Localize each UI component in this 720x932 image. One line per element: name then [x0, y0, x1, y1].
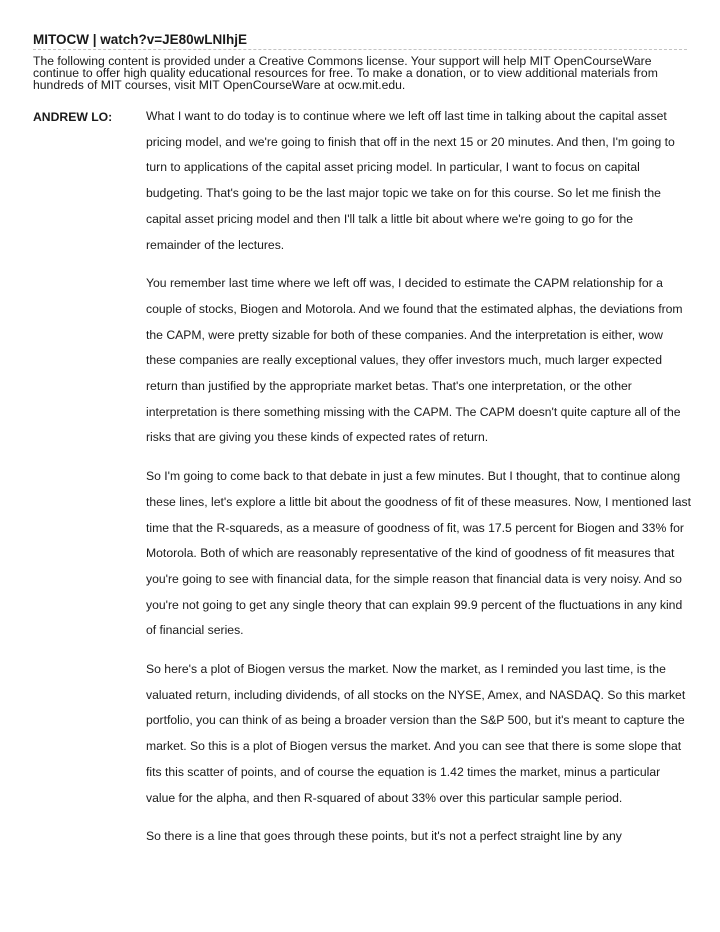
- transcript-paragraph: So I'm going to come back to that debate in just a few minutes. But I thought, that to continue along these lines, let's explore a little bit about the goodness of fit of these measures. Now, I mentioned last time that the R-squareds, as a measure of goodness of fit, was 17.5 percent for Biogen and 33% for Motorola. Both of which are reasonably representative of the kind of goodness of fit measures that you're going to see with financial data, for the simple reason that financial data is very noisy. And so you're not going to get any single theory that can explain 99.9 percent of the fluctuations in any kind of financial series.: [146, 469, 691, 638]
- transcript-paragraph: What I want to do today is to continue where we left off last time in talking about the capital asset pricing model, and we're going to finish that off in the next 15 or 20 minutes. And then, I'm going to turn to applications of the capital asset pricing model. In particular, I want to focus on capital budgeting. That's going to be the last major topic we take on for this course. So let me finish the capital asset pricing model and then I'll talk a little bit about where we're going to go for the remainder of the lectures.: [146, 109, 675, 252]
- license-notice: The following content is provided under a Creative Commons license. Your support will help MIT OpenCourseWare continue to offer high quality educational resources for free. To make a donation, or to view additional materials from hundreds of MIT courses, visit MIT OpenCourseWare at ocw.mit.edu.: [33, 54, 658, 92]
- speaker-label: ANDREW LO:: [33, 110, 113, 124]
- document-title: MITOCW | watch?v=JE80wLNIhjE: [33, 32, 247, 47]
- transcript-paragraph: You remember last time where we left off was, I decided to estimate the CAPM relationship for a couple of stocks, Biogen and Motorola. And we found that the estimated alphas, the deviations from the CAPM, were pretty sizable for both of these companies. And the interpretation is either, wow these companies are really exceptional values, they offer investors much, much larger expected return than justified by the appropriate market betas. That's one interpretation, or the other interpretation is there something missing with the CAPM. The CAPM doesn't quite capture all of the risks that are giving you these kinds of expected rates of return.: [146, 276, 683, 445]
- title-divider: [33, 49, 687, 50]
- transcript-paragraph: So here's a plot of Biogen versus the market. Now the market, as I reminded you last time, is the valuated return, including dividends, of all stocks on the NYSE, Amex, and NASDAQ. So this market portfolio, you can think of as being a broader version than the S&P 500, but it's meant to capture the market. So this is a plot of Biogen versus the market. And you can see that there is some slope that fits this scatter of points, and of course the equation is 1.42 times the market, minus a particular value for the alpha, and then R-squared of about 33% over this particular sample period.: [146, 662, 686, 805]
- transcript-paragraph: So there is a line that goes through these points, but it's not a perfect straight line by any: [146, 829, 622, 844]
- transcript-body: [146, 104, 691, 863]
